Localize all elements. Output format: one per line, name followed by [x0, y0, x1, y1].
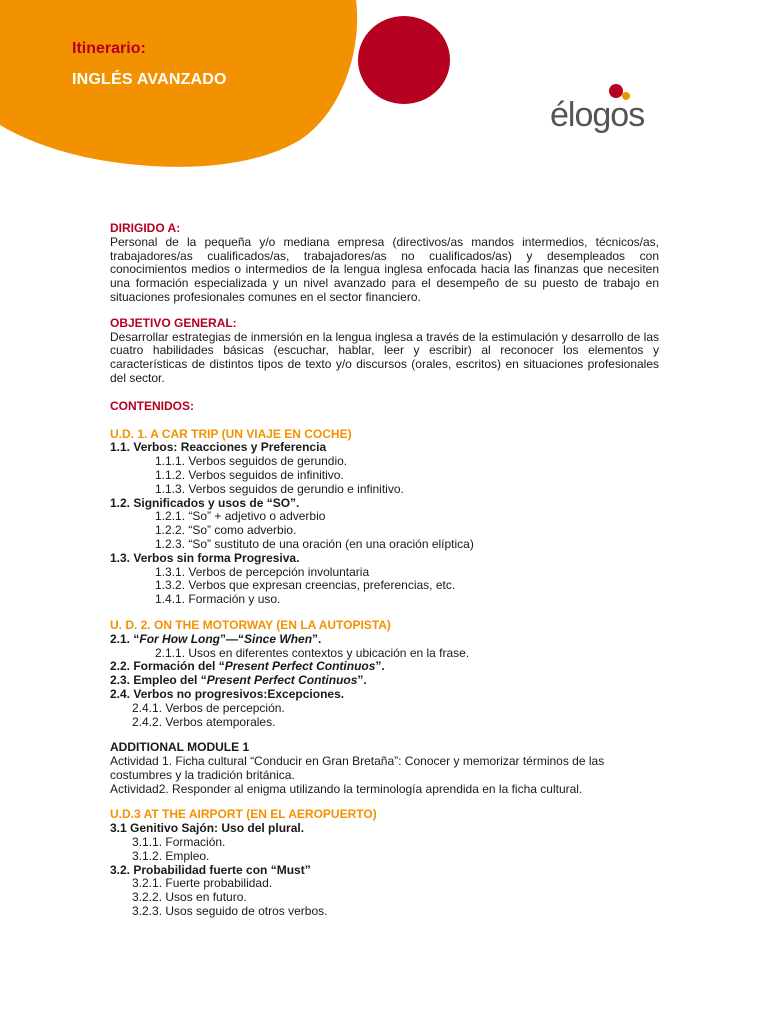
objetivo-text: Desarrollar estrategias de inmersión en la lengua inglesa a través de la estimulación y desarrollo de las cuatro habilidades básicas (escuchar, hablar, leer y escribir) al reconocer los elementos y características de distintos tipos de texto y/o discursos (orales, escritos) en situaciones profesionales del sector.	[110, 329, 659, 385]
list-item: 1.3.2. Verbos que expresan creencias, preferencias, etc.	[155, 578, 456, 593]
list-item: 2.1.1. Usos en diferentes contextos y ubicación en la frase.	[155, 645, 470, 660]
list-item: 1.2.3. “So” sustituto de una oración (en una oración elíptica)	[155, 536, 474, 551]
ud2-section-1-title: 2.1. “For How Long”—“Since When”.	[110, 631, 322, 646]
red-blob	[358, 16, 450, 104]
course-content	[110, 222, 659, 919]
dirigido-heading: DIRIGIDO A:	[110, 221, 181, 235]
list-item: 3.2.2. Usos en futuro.	[132, 890, 247, 905]
list-item: 1.1.3. Verbos seguidos de gerundio e infinitivo.	[155, 481, 404, 496]
itinerario-label: Itinerario:	[72, 40, 146, 57]
list-item: 1.1.2. Verbos seguidos de infinitivo.	[155, 467, 344, 482]
objetivo-heading: OBJETIVO GENERAL:	[110, 315, 237, 330]
module-title: ADDITIONAL MODULE 1	[110, 740, 250, 755]
ud2-title: U. D. 2. ON THE MOTORWAY (EN LA AUTOPISTA)	[110, 617, 391, 632]
module-activity-2: Actividad2. Responder al enigma utilizando la terminología aprendida en la ficha cultural.	[110, 781, 583, 796]
ud1-title: U.D. 1. A CAR TRIP (UN VIAJE EN COCHE)	[110, 426, 352, 441]
elogos-logo	[550, 80, 670, 140]
list-item: 3.1.1. Formación.	[132, 835, 226, 850]
ud3-section-2-title: 3.2. Probabilidad fuerte con “Must”	[110, 862, 311, 877]
list-item: 2.4.2. Verbos atemporales.	[132, 714, 276, 729]
list-item: 3.2.3. Usos seguido de otros verbos.	[132, 904, 328, 919]
list-item: 3.1.2. Empleo.	[132, 848, 210, 863]
list-item: 1.4.1. Formación y uso.	[155, 592, 281, 607]
list-item: 1.1.1. Verbos seguidos de gerundio.	[155, 454, 348, 469]
ud2-section-2-title: 2.2. Formación del “Present Perfect Continuos”.	[110, 659, 385, 674]
ud1-section-3-title: 1.3. Verbos sin forma Progresiva.	[110, 550, 300, 565]
dirigido-text: Personal de la pequeña y/o mediana empresa (directivos/as mandos intermedios, técnicos/as, trabajadores/as cualificados/as, trabajadores/as no cualificados/as) y desempleados con conocimientos medios o intermedios de la lengua inglesa enfocada hacia las finanzas que necesiten una formación especializada y un nivel avanzado para el desempeño de su puesto de trabajo en situaciones profesionales comunes en el sector financiero.	[110, 234, 659, 304]
list-item: 1.2.2. “So” como adverbio.	[155, 523, 297, 538]
ud1-section-1-title: 1.1. Verbos: Reacciones y Preferencia	[110, 440, 327, 455]
ud2-section-4-title: 2.4. Verbos no progresivos:Excepciones.	[110, 686, 345, 701]
course-title: INGLÉS AVANZADO	[72, 71, 227, 88]
ud3-section-1-title: 3.1 Genitivo Sajón: Uso del plural.	[110, 821, 305, 836]
ud1-section-2-title: 1.2. Significados y usos de “SO”.	[110, 495, 300, 510]
ud2-section-3-title: 2.3. Empleo del “Present Perfect Continuos”.	[110, 673, 367, 688]
list-item: 1.3.1. Verbos de percepción involuntaria	[155, 564, 370, 579]
list-item: 1.2.1. “So” + adjetivo o adverbio	[155, 509, 326, 524]
contenidos-heading: CONTENIDOS:	[110, 398, 194, 413]
list-item: 3.2.1. Fuerte probabilidad.	[132, 876, 273, 891]
module-activity-1: Actividad 1. Ficha cultural “Conducir en Gran Bretaña”: Conocer y memorizar términos de las costumbres y la tradición británica.	[110, 754, 605, 782]
list-item: 2.4.1. Verbos de percepción.	[132, 700, 285, 715]
ud3-title: U.D.3 AT THE AIRPORT (EN EL AEROPUERTO)	[110, 807, 377, 822]
logo-text: élogos	[550, 96, 645, 134]
